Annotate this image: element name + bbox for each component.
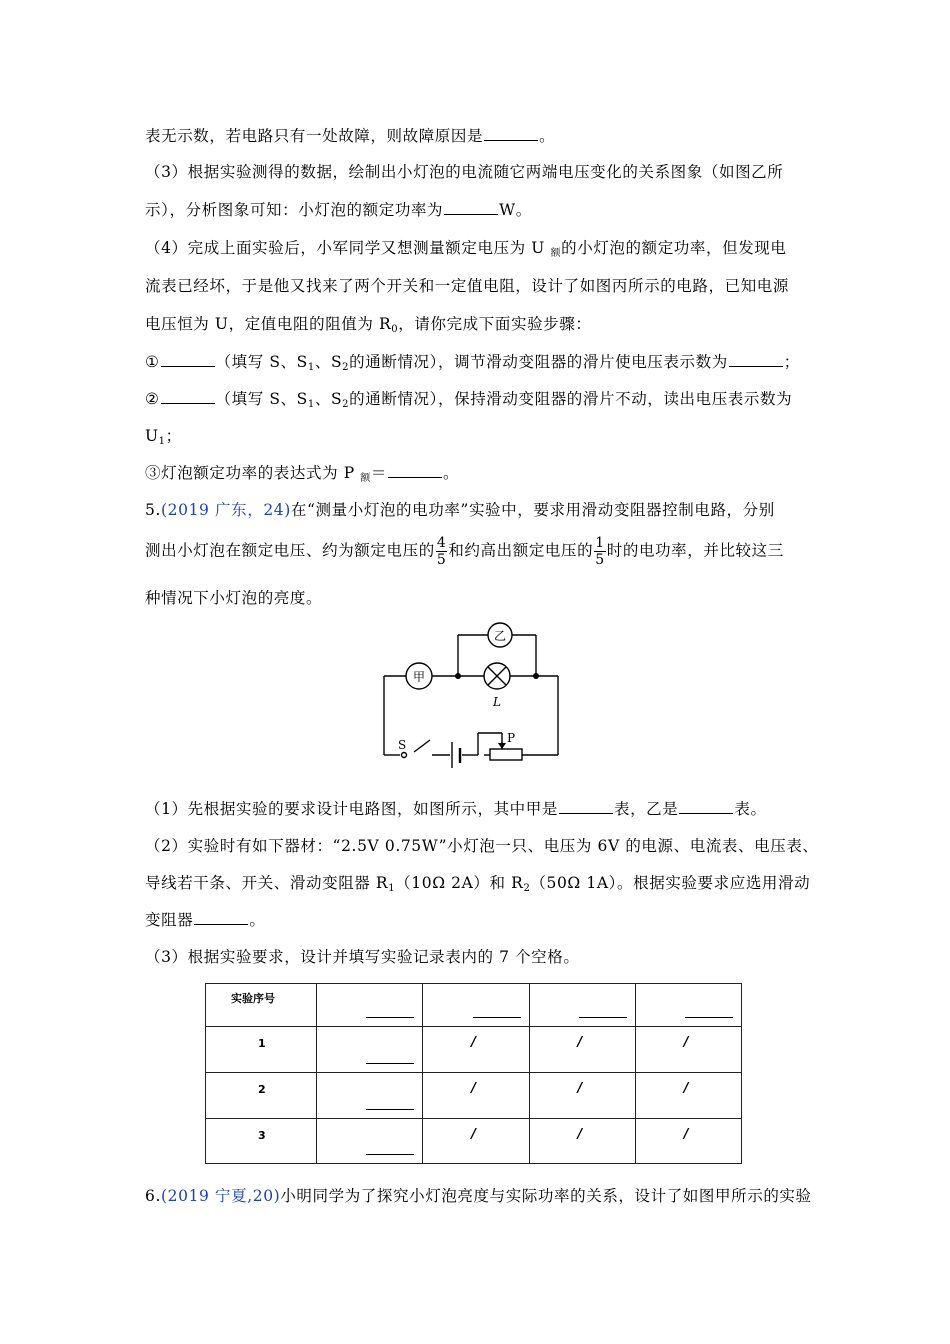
record-table: [205, 983, 742, 1164]
text-line-q4b: 流表已经坏，于是他又找来了两个开关和一定值电阻，设计了如图丙所示的电路，已知电源: [145, 277, 790, 295]
step-3: ③灯泡额定功率的表达式为 P $_额$＝ 。: [145, 464, 460, 484]
table-cell[interactable]: [317, 1119, 423, 1164]
switch-label: S: [398, 738, 407, 752]
slider-label: P: [507, 731, 516, 745]
q5-sub-2a: （2）实验时有如下器材：“2.5V 0.75W”小灯泡一只、电压为 6V 的电源、电流表、电压表、: [145, 837, 819, 855]
table-row: 3 / / /: [206, 1119, 742, 1164]
text-line-fault: 表无示数，若电路只有一处故障，则故障原因是 。: [145, 127, 556, 145]
lamp-label: L: [493, 695, 501, 709]
table-row: 1 / / /: [206, 1027, 742, 1073]
answer-blank[interactable]: [679, 799, 733, 814]
q5-sub-1: （1）先根据实验的要求设计电路图，如图所示，其中甲是 表，乙是 表。: [145, 800, 767, 818]
answer-blank[interactable]: [161, 389, 215, 404]
fraction-one-fifth: $\frac{1}{5}$: [595, 535, 605, 568]
table-cell[interactable]: [423, 984, 529, 1027]
meter-yi-label: 乙: [493, 629, 507, 643]
step-2: ② （填写 S、$S_1$、$S_2$的通断情况），保持滑动变阻器的滑片不动，读出电压表示数为: [145, 390, 793, 410]
answer-blank[interactable]: [729, 352, 783, 367]
q5-sub-2b: 导线若干条、开关、滑动变阻器 $R_1(10\Omega$ 2A）和 $R_2(50\Omega$ 1A）。根据实验要求应选用滑动: [145, 874, 811, 894]
text-line-q4a: （4）完成上面实验后，小军同学又想测量额定电压为 U $_额$的小灯泡的额定功率，但发现电: [145, 239, 787, 259]
circuit-diagram: [370, 618, 580, 768]
q5-source: (2019 广东，24): [161, 501, 291, 519]
q5-line-3: 种情况下小灯泡的亮度。: [145, 589, 323, 607]
answer-blank[interactable]: [559, 799, 613, 814]
q5-line-1: 5.(2019 广东，24)在“测量小灯泡的电功率”实验中，要求用滑动变阻器控制电路，分别: [145, 501, 775, 519]
q5-sub-2c: 变阻器 。: [145, 911, 266, 929]
text-line-q4c: 电压恒为 U，定值电阻的阻值为 $R_0$，请你完成下面实验步骤：: [145, 315, 592, 335]
answer-blank[interactable]: [194, 910, 248, 925]
step-2-cont: $U_1$；: [145, 427, 182, 447]
fraction-four-fifths: $\frac{4}{5}$: [436, 535, 447, 568]
q5-sub-3: （3）根据实验要求，设计并填写实验记录表内的 7 个空格。: [145, 948, 580, 966]
q6-source: (2019 宁夏,20): [161, 1187, 281, 1205]
table-cell[interactable]: [635, 984, 741, 1027]
q6-line-1: 6.(2019 宁夏,20)小明同学为了探究小灯泡亮度与实际功率的关系，设计了如图甲所示的实验: [145, 1187, 812, 1205]
table-cell[interactable]: [317, 1027, 423, 1073]
answer-blank[interactable]: [388, 463, 442, 478]
text-line-q3a: （3）根据实验测得的数据，绘制出小灯泡的电流随它两端电压变化的关系图象（如图乙所: [145, 163, 784, 181]
table-cell[interactable]: [529, 984, 635, 1027]
answer-blank[interactable]: [484, 126, 538, 141]
table-header-cell: 实验序号: [206, 984, 317, 1027]
step-1: ① （填写 S、$S_1$、$S_2$的通断情况），调节滑动变阻器的滑片使电压表示数为 ；: [145, 353, 800, 373]
answer-blank[interactable]: [444, 200, 498, 215]
q5-line-2: 测出小灯泡在额定电压、约为额定电压的 $\frac{4}{5}$ 和约高出额定电压的 $\frac{1}{5}$ 时的电功率，并比较这三: [145, 535, 784, 568]
text-line-q3b: 示），分析图象可知：小灯泡的额定功率为 W。: [145, 201, 532, 219]
table-row: 2 / / /: [206, 1073, 742, 1119]
table-cell[interactable]: [317, 1073, 423, 1119]
meter-jia-label: 甲: [412, 670, 426, 684]
table-cell[interactable]: [317, 984, 423, 1027]
answer-blank[interactable]: [161, 352, 215, 367]
